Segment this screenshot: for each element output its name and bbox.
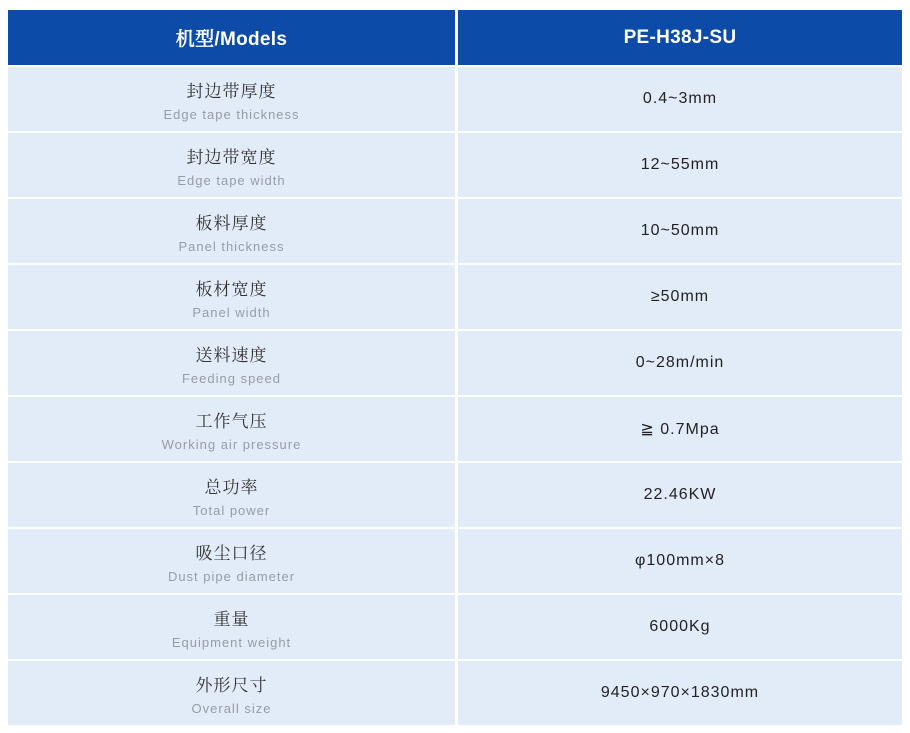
- spec-value: ≥50mm: [458, 265, 902, 329]
- spec-label-en: Working air pressure: [161, 436, 302, 452]
- spec-label-zh: 外形尺寸: [195, 675, 268, 695]
- spec-label-cell: [8, 661, 455, 725]
- spec-value: 10~50mm: [458, 199, 902, 263]
- table-row: [8, 67, 902, 131]
- spec-label-cell: [8, 595, 455, 659]
- table-row: [8, 265, 902, 329]
- spec-label-zh: 工作气压: [195, 411, 268, 431]
- models-header-cell: 机型/Models: [8, 10, 455, 65]
- table-row: [8, 133, 902, 197]
- spec-label-en: Panel width: [192, 304, 271, 320]
- table-row: [8, 331, 902, 395]
- spec-table: [8, 10, 902, 725]
- spec-label-zh: 送料速度: [195, 345, 268, 365]
- table-header-row: [8, 10, 902, 65]
- table-row: [8, 529, 902, 593]
- spec-label-cell: [8, 133, 455, 197]
- spec-value: ≧ 0.7Mpa: [458, 397, 902, 461]
- spec-label-zh: 总功率: [204, 477, 259, 497]
- spec-label-cell: [8, 397, 455, 461]
- table-row: [8, 661, 902, 725]
- table-row: [8, 595, 902, 659]
- spec-label-en: Edge tape thickness: [163, 106, 300, 122]
- spec-label-en: Feeding speed: [181, 370, 281, 386]
- spec-label-cell: [8, 463, 455, 527]
- spec-value: 0.4~3mm: [458, 67, 902, 131]
- spec-label-en: Overall size: [191, 700, 272, 716]
- spec-label-cell: [8, 331, 455, 395]
- spec-label-zh: 吸尘口径: [195, 543, 268, 563]
- spec-value: 9450×970×1830mm: [458, 661, 902, 725]
- spec-value: φ100mm×8: [458, 529, 902, 593]
- spec-label-cell: [8, 67, 455, 131]
- spec-label-zh: 封边带宽度: [186, 147, 277, 167]
- spec-label-en: Total power: [192, 502, 271, 518]
- spec-label-zh: 板料厚度: [195, 213, 268, 233]
- table-row: [8, 397, 902, 461]
- spec-label-cell: [8, 529, 455, 593]
- spec-label-cell: [8, 199, 455, 263]
- model-name-header-cell: PE-H38J-SU: [458, 10, 902, 65]
- spec-label-zh: 板材宽度: [195, 279, 268, 299]
- spec-label-zh: 重量: [213, 609, 250, 629]
- spec-label-cell: [8, 265, 455, 329]
- spec-label-en: Dust pipe diameter: [167, 568, 296, 584]
- spec-value: 22.46KW: [458, 463, 902, 527]
- table-row: [8, 463, 902, 527]
- spec-value: 0~28m/min: [458, 331, 902, 395]
- spec-label-en: Panel thickness: [178, 238, 285, 254]
- table-row: [8, 199, 902, 263]
- spec-label-en: Edge tape width: [177, 172, 286, 188]
- spec-label-zh: 封边带厚度: [186, 81, 277, 101]
- spec-value: 12~55mm: [458, 133, 902, 197]
- spec-label-en: Equipment weight: [171, 634, 292, 650]
- spec-value: 6000Kg: [458, 595, 902, 659]
